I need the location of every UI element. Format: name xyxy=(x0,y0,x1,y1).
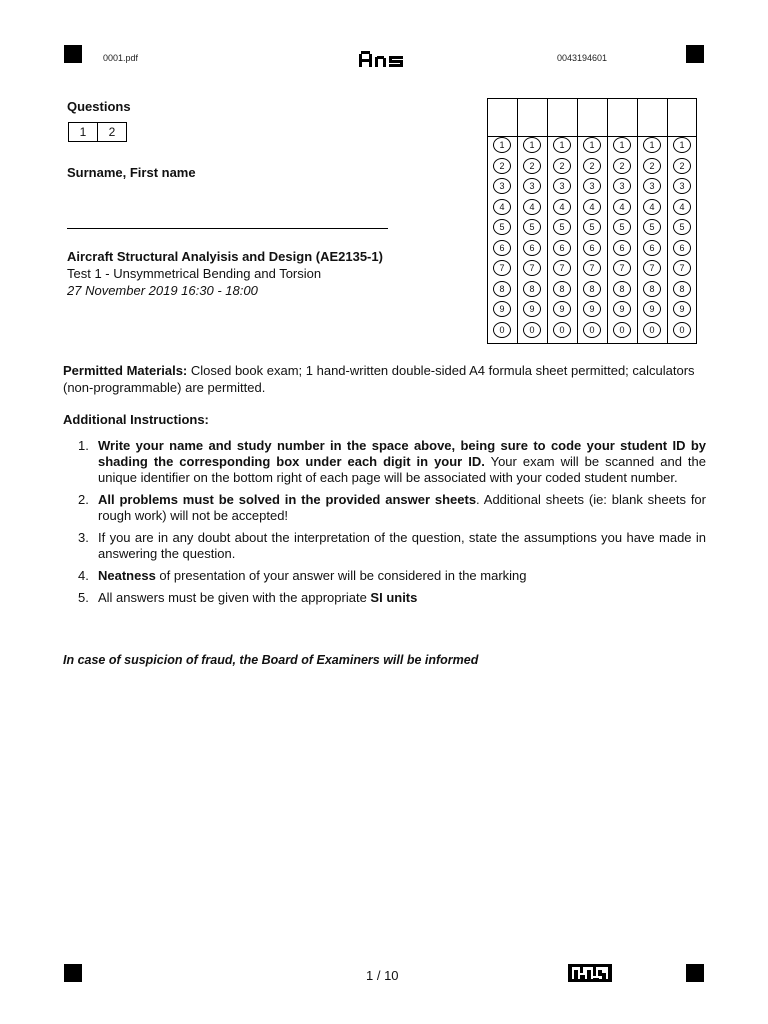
id-digit-bubble[interactable]: 2 xyxy=(643,158,661,174)
id-digit-bubble[interactable]: 1 xyxy=(643,137,661,153)
grid-column-divider xyxy=(637,99,638,343)
course-info xyxy=(67,248,383,299)
course-title: Aircraft Structural Analyisis and Design (AE2135-1) xyxy=(67,249,383,264)
permitted-materials xyxy=(63,362,723,396)
id-digit-bubble[interactable]: 0 xyxy=(643,322,661,338)
id-digit-bubble[interactable]: 8 xyxy=(673,281,691,297)
permitted-text: Closed book exam; 1 hand-written double-sided A4 formula sheet permitted; calculators (non-programmable) are permitted. xyxy=(63,363,695,395)
id-digit-bubble[interactable]: 8 xyxy=(553,281,571,297)
grid-column-divider xyxy=(517,99,518,343)
id-digit-bubble[interactable]: 7 xyxy=(613,260,631,276)
instruction-bold-suffix: SI units xyxy=(370,590,418,605)
id-digit-bubble[interactable]: 7 xyxy=(673,260,691,276)
id-digit-bubble[interactable]: 2 xyxy=(583,158,601,174)
instruction-item xyxy=(78,530,706,562)
id-digit-bubble[interactable]: 5 xyxy=(523,219,541,235)
instruction-bold: All problems must be solved in the provided answer sheets xyxy=(98,492,477,507)
id-digit-bubble[interactable]: 3 xyxy=(523,178,541,194)
grid-column-divider xyxy=(547,99,548,343)
instructions-title: Additional Instructions: xyxy=(63,412,209,427)
instructions-list xyxy=(78,438,706,612)
instruction-text: . Additional sheets (ie: blank sheets for rough work) will not be accepted! xyxy=(98,492,706,523)
instruction-number: 4. xyxy=(78,568,89,583)
id-digit-bubble[interactable]: 6 xyxy=(493,240,511,256)
exam-date: 27 November 2019 16:30 - 18:00 xyxy=(67,283,258,298)
id-digit-bubble[interactable]: 2 xyxy=(493,158,511,174)
page-identifier-barcode xyxy=(568,964,612,982)
instruction-item xyxy=(78,590,706,606)
id-digit-bubble[interactable]: 4 xyxy=(583,199,601,215)
id-digit-bubble[interactable]: 1 xyxy=(523,137,541,153)
id-digit-bubble[interactable]: 3 xyxy=(613,178,631,194)
id-digit-bubble[interactable]: 0 xyxy=(583,322,601,338)
registration-marker-bottom-left xyxy=(64,964,82,982)
id-digit-bubble[interactable]: 7 xyxy=(643,260,661,276)
instruction-item xyxy=(78,568,706,584)
id-digit-bubble[interactable]: 1 xyxy=(613,137,631,153)
instruction-number: 3. xyxy=(78,530,89,545)
id-digit-bubble[interactable]: 0 xyxy=(673,322,691,338)
id-digit-bubble[interactable]: 6 xyxy=(523,240,541,256)
questions-label: Questions xyxy=(67,99,131,114)
id-digit-bubble[interactable]: 3 xyxy=(493,178,511,194)
id-digit-bubble[interactable]: 9 xyxy=(493,301,511,317)
page-number: 1 / 10 xyxy=(366,968,399,983)
id-digit-bubble[interactable]: 6 xyxy=(613,240,631,256)
name-write-line[interactable] xyxy=(67,228,388,229)
fraud-notice: In case of suspicion of fraud, the Board of Examiners will be informed xyxy=(63,653,479,667)
instruction-text: All answers must be given with the appropriate xyxy=(98,590,371,605)
id-digit-bubble[interactable]: 1 xyxy=(673,137,691,153)
id-digit-bubble[interactable]: 3 xyxy=(583,178,601,194)
grid-column-divider xyxy=(607,99,608,343)
id-digit-bubble[interactable]: 6 xyxy=(553,240,571,256)
registration-marker-bottom-right xyxy=(686,964,704,982)
id-digit-bubble[interactable]: 4 xyxy=(523,199,541,215)
id-digit-bubble[interactable]: 5 xyxy=(583,219,601,235)
id-digit-bubble[interactable]: 9 xyxy=(553,301,571,317)
id-digit-bubble[interactable]: 6 xyxy=(673,240,691,256)
question-box-1[interactable]: 1 xyxy=(68,122,98,142)
id-digit-bubble[interactable]: 5 xyxy=(493,219,511,235)
header-document-id: 0043194601 xyxy=(557,53,608,63)
id-digit-bubble[interactable]: 4 xyxy=(613,199,631,215)
course-subtitle: Test 1 - Unsymmetrical Bending and Torsion xyxy=(67,266,322,281)
id-digit-bubble[interactable]: 8 xyxy=(493,281,511,297)
id-digit-bubble[interactable]: 4 xyxy=(553,199,571,215)
id-digit-bubble[interactable]: 8 xyxy=(643,281,661,297)
id-digit-bubble[interactable]: 0 xyxy=(553,322,571,338)
registration-marker-top-right xyxy=(686,45,704,63)
instruction-item xyxy=(78,438,706,486)
id-digit-bubble[interactable]: 9 xyxy=(523,301,541,317)
instruction-bold: Write your name and study number in the space above, being sure to code your student ID by shading the corresponding box under each digit in your ID. xyxy=(98,438,706,469)
id-digit-bubble[interactable]: 5 xyxy=(553,219,571,235)
id-digit-bubble[interactable]: 2 xyxy=(613,158,631,174)
id-digit-bubble[interactable]: 5 xyxy=(613,219,631,235)
id-digit-bubble[interactable]: 0 xyxy=(613,322,631,338)
id-digit-bubble[interactable]: 5 xyxy=(673,219,691,235)
id-digit-bubble[interactable]: 8 xyxy=(613,281,631,297)
permitted-label: Permitted Materials: xyxy=(63,363,188,378)
ans-logo xyxy=(358,45,408,71)
instruction-number: 2. xyxy=(78,492,89,507)
id-digit-bubble[interactable]: 8 xyxy=(523,281,541,297)
id-digit-bubble[interactable]: 7 xyxy=(523,260,541,276)
grid-column-divider xyxy=(667,99,668,343)
id-digit-bubble[interactable]: 0 xyxy=(493,322,511,338)
instruction-bold: Neatness xyxy=(98,568,156,583)
id-digit-bubble[interactable]: 6 xyxy=(643,240,661,256)
id-digit-bubble[interactable]: 9 xyxy=(673,301,691,317)
id-digit-bubble[interactable]: 7 xyxy=(553,260,571,276)
id-digit-bubble[interactable]: 7 xyxy=(493,260,511,276)
instruction-text: Your exam will be scanned and the unique identifier on the bottom right of each page will be associated with your coded student number. xyxy=(98,454,706,485)
instruction-number: 1. xyxy=(78,438,89,453)
name-label: Surname, First name xyxy=(67,165,196,180)
id-digit-bubble[interactable]: 3 xyxy=(643,178,661,194)
id-digit-bubble[interactable]: 0 xyxy=(523,322,541,338)
id-digit-bubble[interactable]: 1 xyxy=(553,137,571,153)
id-digit-bubble[interactable]: 7 xyxy=(583,260,601,276)
id-digit-bubble[interactable]: 8 xyxy=(583,281,601,297)
id-digit-bubble[interactable]: 9 xyxy=(583,301,601,317)
id-digit-bubble[interactable]: 2 xyxy=(673,158,691,174)
grid-column-divider xyxy=(577,99,578,343)
id-digit-bubble[interactable]: 5 xyxy=(643,219,661,235)
instruction-text: If you are in any doubt about the interpretation of the question, state the assumptions you have made in answering the question. xyxy=(98,530,706,561)
id-digit-bubble[interactable]: 3 xyxy=(553,178,571,194)
id-digit-bubble[interactable]: 9 xyxy=(643,301,661,317)
questions-boxes xyxy=(68,122,127,142)
instruction-text: of presentation of your answer will be considered in the marking xyxy=(155,568,527,583)
id-digit-bubble[interactable]: 4 xyxy=(673,199,691,215)
instruction-number: 5. xyxy=(78,590,89,605)
id-digit-bubble[interactable]: 1 xyxy=(583,137,601,153)
id-digit-bubble[interactable]: 2 xyxy=(553,158,571,174)
instruction-item xyxy=(78,492,706,524)
id-digit-bubble[interactable]: 4 xyxy=(493,199,511,215)
id-digit-bubble[interactable]: 4 xyxy=(643,199,661,215)
id-digit-bubble[interactable]: 3 xyxy=(673,178,691,194)
student-id-grid xyxy=(487,98,697,344)
question-box-2[interactable]: 2 xyxy=(97,122,127,142)
id-digit-bubble[interactable]: 6 xyxy=(583,240,601,256)
id-digit-bubble[interactable]: 2 xyxy=(523,158,541,174)
id-digit-bubble[interactable]: 9 xyxy=(613,301,631,317)
id-digit-bubble[interactable]: 1 xyxy=(493,137,511,153)
registration-marker-top-left xyxy=(64,45,82,63)
header-filename: 0001.pdf xyxy=(103,53,139,63)
